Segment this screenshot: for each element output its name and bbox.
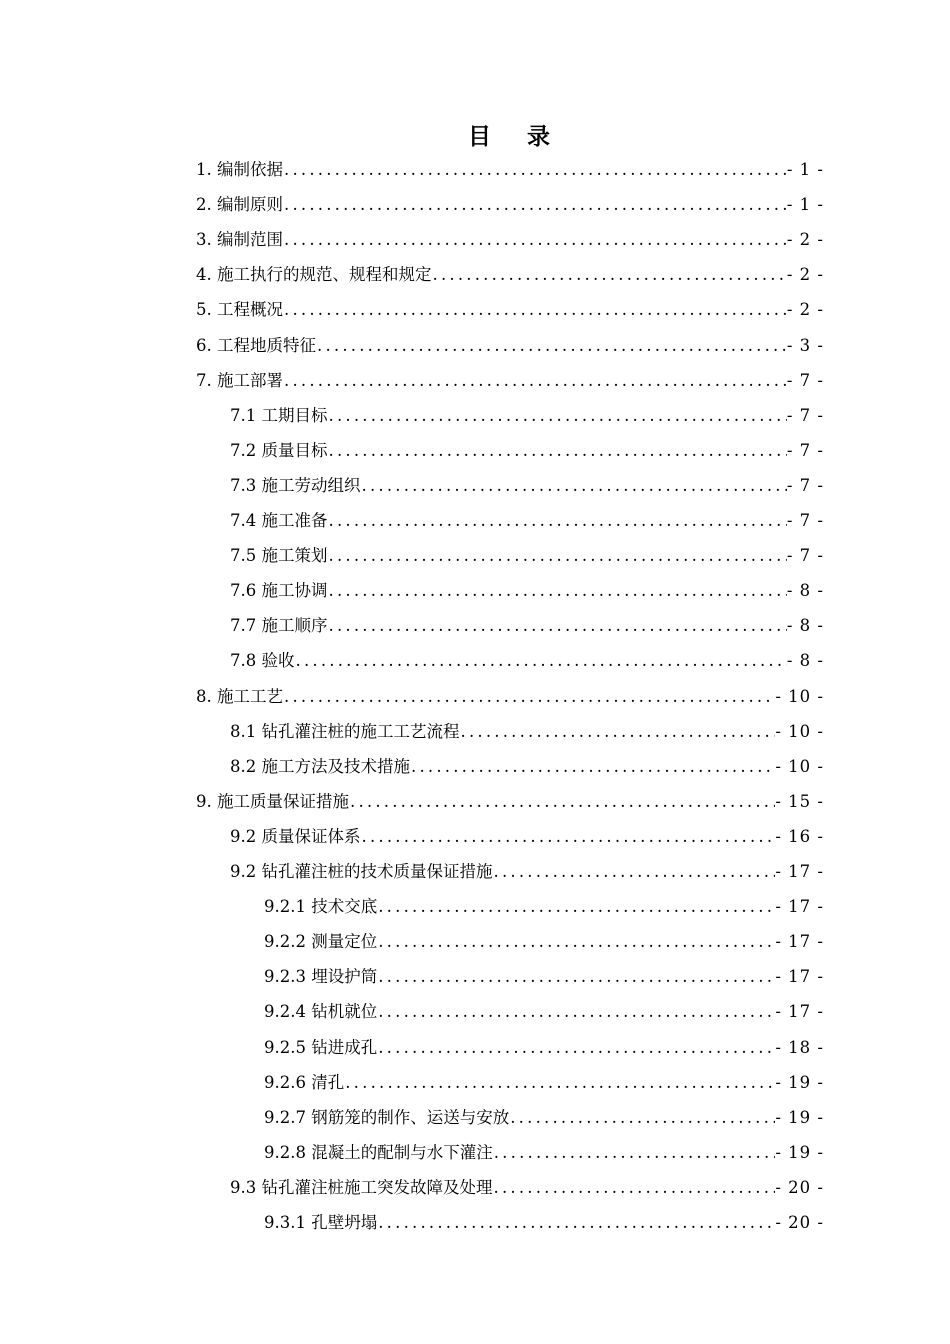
toc-entry[interactable]: [230, 433, 824, 468]
toc-entry-page: - 19 -: [775, 1107, 824, 1127]
toc-entry-text: 7. 施工部署: [196, 370, 283, 390]
toc-entry[interactable]: [196, 363, 824, 398]
toc-entry[interactable]: [264, 1100, 824, 1135]
toc-entry[interactable]: [264, 1065, 824, 1100]
toc-entry-page: - 10 -: [775, 756, 824, 776]
toc-entry-page: - 7 -: [786, 511, 824, 530]
toc-entry-text: 9.2.4 钻机就位: [264, 1002, 378, 1022]
toc-entry-text: 7.5 施工策划: [230, 546, 328, 566]
toc-leader-dots: [362, 819, 776, 854]
toc-entry-text: 2. 编制原则: [196, 195, 283, 215]
toc-entry[interactable]: [230, 538, 824, 573]
toc-entry-page: - 10 -: [775, 686, 824, 706]
toc-entry-text: 7.1 工期目标: [230, 405, 328, 425]
toc-title-right: 录: [527, 123, 552, 150]
toc-leader-dots: [362, 468, 787, 503]
toc-entry-page: - 17 -: [775, 967, 824, 987]
toc-leader-dots: [378, 994, 775, 1029]
toc-entry-page: - 10 -: [775, 721, 824, 741]
toc-leader-dots: [411, 749, 775, 784]
toc-leader-dots: [494, 1135, 776, 1170]
toc-entry[interactable]: [264, 1205, 824, 1240]
toc-entry[interactable]: [196, 679, 824, 714]
toc-entry[interactable]: [230, 503, 824, 538]
toc-entry-page: - 18 -: [775, 1037, 824, 1057]
toc-entry-text: 4. 施工执行的规范、规程和规定: [196, 265, 432, 285]
toc-leader-dots: [433, 257, 787, 292]
toc-leader-dots: [329, 573, 787, 608]
toc-entry-text: 8. 施工工艺: [196, 686, 283, 706]
toc-entry-page: - 7 -: [786, 370, 824, 390]
toc-entry-text: 9.2.3 埋设护筒: [264, 967, 378, 987]
toc-leader-dots: [329, 538, 787, 573]
toc-leader-dots: [494, 1170, 776, 1205]
toc-entry[interactable]: [230, 643, 824, 678]
toc-entry-page: - 1 -: [786, 195, 824, 215]
toc-title: [0, 118, 950, 151]
toc-leader-dots: [510, 1100, 775, 1135]
toc-leader-dots: [329, 503, 787, 538]
toc-entry-page: - 17 -: [775, 932, 824, 952]
toc-entry-page: - 17 -: [775, 897, 824, 917]
toc-entry[interactable]: [196, 152, 824, 187]
toc-entry[interactable]: [230, 854, 824, 889]
toc-entry-text: 9.2.7 钢筋笼的制作、运送与安放: [264, 1107, 510, 1127]
toc-entry-page: - 7 -: [786, 475, 824, 495]
toc-entry[interactable]: [264, 889, 824, 924]
toc-entry-page: - 8 -: [786, 651, 824, 671]
toc-leader-dots: [284, 363, 787, 398]
toc-entry-page: - 1 -: [786, 160, 824, 179]
toc-entry[interactable]: [230, 573, 824, 608]
toc-entry-text: 7.7 施工顺序: [230, 616, 328, 636]
toc-entry[interactable]: [196, 784, 824, 819]
toc-entry-page: - 2 -: [786, 230, 824, 250]
toc-leader-dots: [378, 1205, 775, 1240]
toc-entry-page: - 8 -: [786, 581, 824, 601]
toc-leader-dots: [329, 608, 787, 643]
toc-leader-dots: [284, 679, 775, 714]
toc-entry-text: 7.3 施工劳动组织: [230, 475, 361, 495]
toc-leader-dots: [494, 854, 776, 889]
toc-entry[interactable]: [196, 187, 824, 222]
toc-leader-dots: [329, 398, 787, 433]
toc-entry-text: 9.2.5 钻进成孔: [264, 1037, 378, 1057]
toc-entry-text: 9. 施工质量保证措施: [196, 791, 349, 811]
toc-entry[interactable]: [230, 819, 824, 854]
toc-entry-text: 8.2 施工方法及技术措施: [230, 756, 410, 776]
toc-entry[interactable]: [196, 328, 824, 363]
toc-entry[interactable]: [230, 468, 824, 503]
toc-entry-page: - 3 -: [786, 335, 824, 355]
toc-entry[interactable]: [230, 1170, 824, 1205]
toc-entry-page: - 8 -: [786, 616, 824, 636]
toc-entry[interactable]: [264, 1135, 824, 1170]
toc-entry-text: 9.2 钻孔灌注桩的技术质量保证措施: [230, 862, 493, 881]
toc-leader-dots: [329, 433, 787, 468]
toc-leader-dots: [378, 889, 775, 924]
toc-title-left: 目: [468, 123, 493, 150]
toc-entry-page: - 15 -: [775, 791, 824, 811]
toc-entry-text: 6. 工程地质特征: [196, 335, 316, 355]
toc-entry-text: 1. 编制依据: [196, 160, 283, 179]
toc-entry[interactable]: [230, 749, 824, 784]
toc-entry-page: - 7 -: [786, 546, 824, 566]
toc-leader-dots: [284, 187, 787, 222]
toc-leader-dots: [350, 784, 775, 819]
toc-entry-text: 9.2.6 清孔: [264, 1072, 345, 1092]
toc-entry[interactable]: [264, 1030, 824, 1065]
toc-entry-text: 9.3.1 孔壁坍塌: [264, 1213, 378, 1232]
toc-leader-dots: [284, 152, 787, 187]
toc-leader-dots: [378, 959, 775, 994]
toc-entry-text: 7.2 质量目标: [230, 440, 328, 460]
toc-entry[interactable]: [230, 714, 824, 749]
toc-entry-page: - 19 -: [775, 1142, 824, 1162]
toc-entry-page: - 2 -: [786, 265, 824, 285]
toc-entry-page: - 7 -: [786, 405, 824, 425]
toc-entry[interactable]: [230, 398, 824, 433]
toc-entry[interactable]: [196, 222, 824, 257]
toc-leader-dots: [378, 924, 775, 959]
toc-entry-page: - 17 -: [775, 862, 824, 881]
toc-leader-dots: [284, 222, 787, 257]
toc-entry-text: 9.2.2 测量定位: [264, 932, 378, 952]
toc-entry-page: - 2 -: [786, 300, 824, 320]
toc-entry-text: 9.2.8 混凝土的配制与水下灌注: [264, 1142, 493, 1162]
toc-entry-text: 9.2 质量保证体系: [230, 826, 361, 846]
toc-entry-text: 7.8 验收: [230, 651, 295, 671]
toc-entry-text: 3. 编制范围: [196, 230, 283, 250]
toc-entry[interactable]: [196, 257, 824, 292]
toc-entry-page: - 17 -: [775, 1002, 824, 1022]
toc-entry[interactable]: [264, 959, 824, 994]
toc-entry-page: - 20 -: [775, 1177, 824, 1197]
toc-leader-dots: [296, 643, 787, 678]
toc-entry-text: 8.1 钻孔灌注桩的施工工艺流程: [230, 721, 460, 741]
toc-leader-dots: [284, 292, 787, 327]
toc-entry[interactable]: [264, 994, 824, 1029]
toc-entry-page: - 16 -: [775, 826, 824, 846]
toc-leader-dots: [317, 328, 787, 363]
toc-entry[interactable]: [196, 292, 824, 327]
toc-leader-dots: [345, 1065, 775, 1100]
toc-entry-page: - 7 -: [786, 440, 824, 460]
toc-entry-text: 7.4 施工准备: [230, 511, 328, 530]
toc-entry-text: 9.3 钻孔灌注桩施工突发故障及处理: [230, 1177, 493, 1197]
toc-entry-text: 7.6 施工协调: [230, 581, 328, 601]
toc-entry-text: 5. 工程概况: [196, 300, 283, 320]
toc-leader-dots: [461, 714, 776, 749]
toc-entry-page: - 20 -: [775, 1213, 824, 1232]
toc-entry[interactable]: [264, 924, 824, 959]
toc-leader-dots: [378, 1030, 775, 1065]
toc-entry[interactable]: [230, 608, 824, 643]
toc-entry-text: 9.2.1 技术交底: [264, 897, 378, 917]
toc-entry-page: - 19 -: [775, 1072, 824, 1092]
